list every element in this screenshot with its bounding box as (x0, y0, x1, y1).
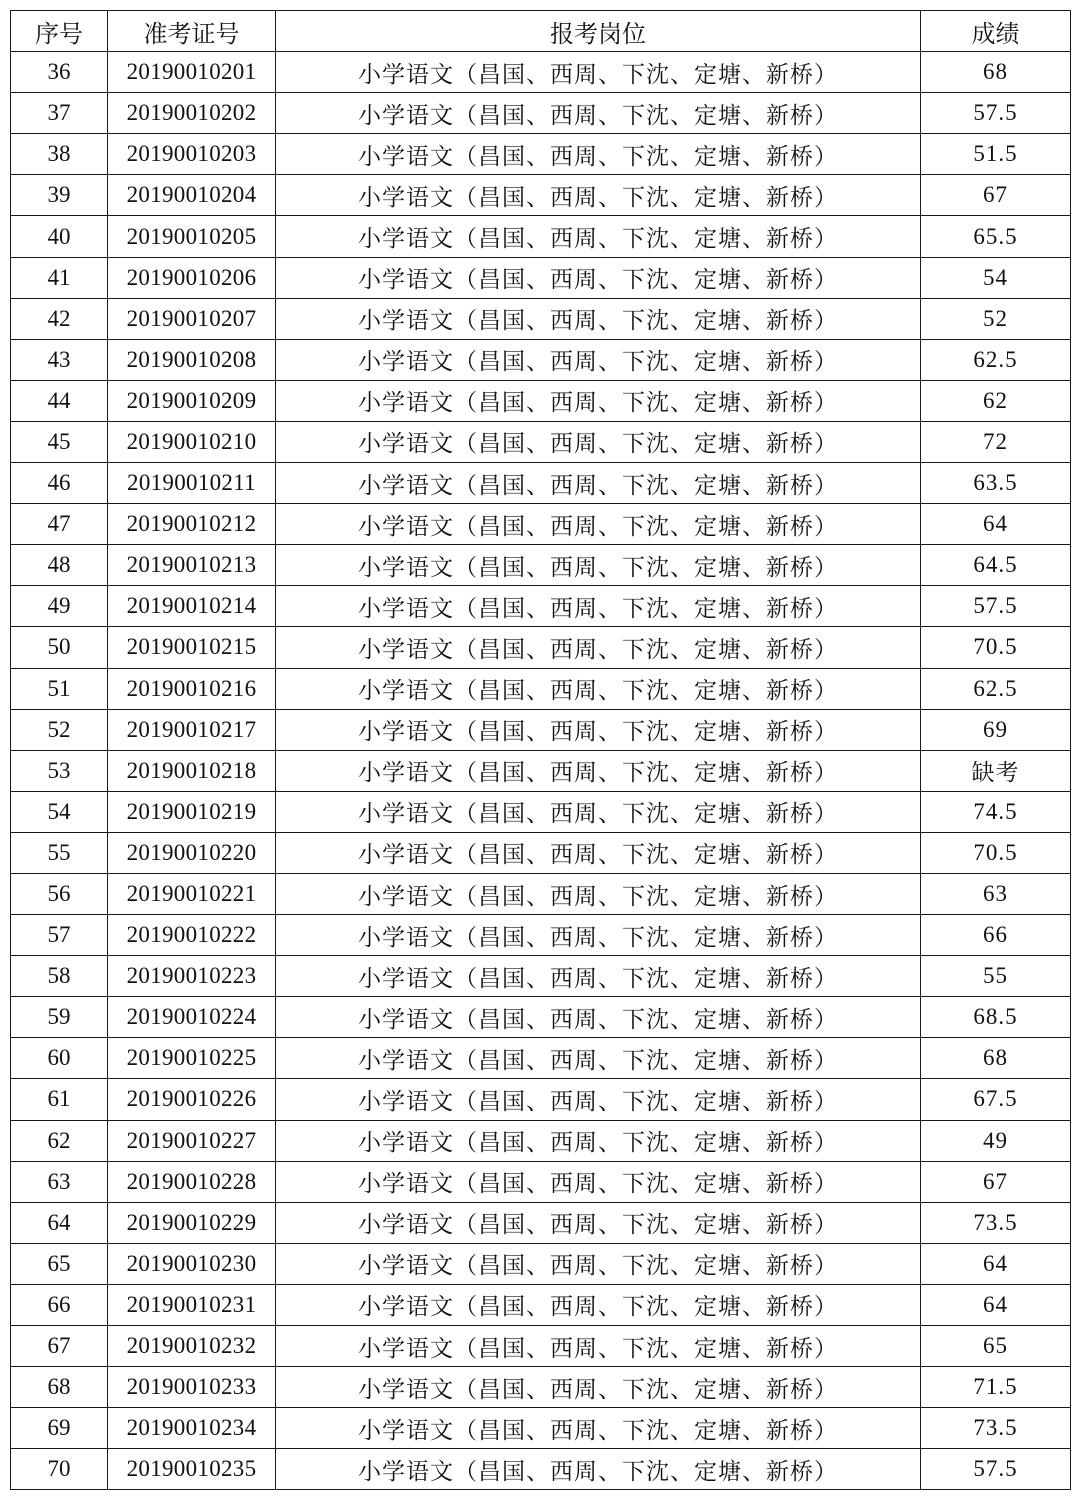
serial-number-cell: 57 (11, 915, 108, 956)
serial-number-cell: 66 (11, 1284, 108, 1325)
score-cell: 65.5 (921, 216, 1071, 257)
exam-id-cell: 20190010209 (108, 380, 276, 421)
position-cell: 小学语文（昌国、西周、下沈、定塘、新桥） (276, 339, 921, 380)
exam-id-cell: 20190010216 (108, 668, 276, 709)
score-cell: 64.5 (921, 545, 1071, 586)
score-cell: 70.5 (921, 832, 1071, 873)
position-cell: 小学语文（昌国、西周、下沈、定塘、新桥） (276, 1161, 921, 1202)
position-cell: 小学语文（昌国、西周、下沈、定塘、新桥） (276, 586, 921, 627)
score-cell: 67 (921, 175, 1071, 216)
position-cell: 小学语文（昌国、西周、下沈、定塘、新桥） (276, 1449, 921, 1490)
position-cell: 小学语文（昌国、西周、下沈、定塘、新桥） (276, 421, 921, 462)
serial-number-cell: 53 (11, 750, 108, 791)
score-cell: 64 (921, 504, 1071, 545)
position-cell: 小学语文（昌国、西周、下沈、定塘、新桥） (276, 873, 921, 914)
position-cell: 小学语文（昌国、西周、下沈、定塘、新桥） (276, 750, 921, 791)
position-cell: 小学语文（昌国、西周、下沈、定塘、新桥） (276, 1079, 921, 1120)
serial-number-cell: 63 (11, 1161, 108, 1202)
position-cell: 小学语文（昌国、西周、下沈、定塘、新桥） (276, 93, 921, 134)
position-cell: 小学语文（昌国、西周、下沈、定塘、新桥） (276, 956, 921, 997)
serial-number-cell: 45 (11, 421, 108, 462)
table-row (11, 1367, 1071, 1408)
exam-id-cell: 20190010212 (108, 504, 276, 545)
serial-number-cell: 44 (11, 380, 108, 421)
score-cell: 63.5 (921, 463, 1071, 504)
score-cell: 62.5 (921, 668, 1071, 709)
table-row (11, 134, 1071, 175)
exam-id-cell: 20190010213 (108, 545, 276, 586)
table-row (11, 463, 1071, 504)
position-cell: 小学语文（昌国、西周、下沈、定塘、新桥） (276, 1038, 921, 1079)
score-cell: 52 (921, 298, 1071, 339)
score-cell: 64 (921, 1284, 1071, 1325)
score-cell: 57.5 (921, 1449, 1071, 1490)
serial-number-cell: 47 (11, 504, 108, 545)
table-row (11, 1326, 1071, 1367)
table-row (11, 1038, 1071, 1079)
exam-id-cell: 20190010227 (108, 1120, 276, 1161)
position-cell: 小学语文（昌国、西周、下沈、定塘、新桥） (276, 134, 921, 175)
serial-number-cell: 50 (11, 627, 108, 668)
header-exam-id: 准考证号 (108, 11, 276, 52)
serial-number-cell: 69 (11, 1408, 108, 1449)
exam-id-cell: 20190010224 (108, 997, 276, 1038)
serial-number-cell: 39 (11, 175, 108, 216)
table-row (11, 1449, 1071, 1490)
table-row (11, 175, 1071, 216)
score-cell: 67.5 (921, 1079, 1071, 1120)
exam-id-cell: 20190010232 (108, 1326, 276, 1367)
score-cell: 49 (921, 1120, 1071, 1161)
table-row (11, 1202, 1071, 1243)
serial-number-cell: 36 (11, 52, 108, 93)
table-row (11, 915, 1071, 956)
table-body (11, 52, 1071, 1490)
score-cell: 62 (921, 380, 1071, 421)
position-cell: 小学语文（昌国、西周、下沈、定塘、新桥） (276, 791, 921, 832)
score-cell: 68.5 (921, 997, 1071, 1038)
serial-number-cell: 54 (11, 791, 108, 832)
exam-id-cell: 20190010208 (108, 339, 276, 380)
table-row (11, 298, 1071, 339)
position-cell: 小学语文（昌国、西周、下沈、定塘、新桥） (276, 1284, 921, 1325)
exam-id-cell: 20190010205 (108, 216, 276, 257)
score-cell: 73.5 (921, 1408, 1071, 1449)
serial-number-cell: 55 (11, 832, 108, 873)
exam-id-cell: 20190010222 (108, 915, 276, 956)
serial-number-cell: 64 (11, 1202, 108, 1243)
header-position: 报考岗位 (276, 11, 921, 52)
score-cell: 缺考 (921, 750, 1071, 791)
score-cell: 55 (921, 956, 1071, 997)
serial-number-cell: 67 (11, 1326, 108, 1367)
score-cell: 72 (921, 421, 1071, 462)
position-cell: 小学语文（昌国、西周、下沈、定塘、新桥） (276, 709, 921, 750)
exam-id-cell: 20190010201 (108, 52, 276, 93)
exam-id-cell: 20190010203 (108, 134, 276, 175)
exam-id-cell: 20190010225 (108, 1038, 276, 1079)
table-row (11, 668, 1071, 709)
serial-number-cell: 68 (11, 1367, 108, 1408)
table-row (11, 421, 1071, 462)
score-cell: 54 (921, 257, 1071, 298)
serial-number-cell: 60 (11, 1038, 108, 1079)
exam-id-cell: 20190010210 (108, 421, 276, 462)
table-row (11, 997, 1071, 1038)
exam-id-cell: 20190010221 (108, 873, 276, 914)
table-row (11, 1161, 1071, 1202)
serial-number-cell: 59 (11, 997, 108, 1038)
serial-number-cell: 37 (11, 93, 108, 134)
score-cell: 66 (921, 915, 1071, 956)
score-cell: 64 (921, 1243, 1071, 1284)
table-row (11, 709, 1071, 750)
exam-id-cell: 20190010217 (108, 709, 276, 750)
position-cell: 小学语文（昌国、西周、下沈、定塘、新桥） (276, 1408, 921, 1449)
exam-id-cell: 20190010219 (108, 791, 276, 832)
table-row (11, 380, 1071, 421)
serial-number-cell: 65 (11, 1243, 108, 1284)
table-row (11, 339, 1071, 380)
table-row (11, 257, 1071, 298)
exam-id-cell: 20190010202 (108, 93, 276, 134)
position-cell: 小学语文（昌国、西周、下沈、定塘、新桥） (276, 504, 921, 545)
score-cell: 69 (921, 709, 1071, 750)
table-row (11, 832, 1071, 873)
position-cell: 小学语文（昌国、西周、下沈、定塘、新桥） (276, 1326, 921, 1367)
serial-number-cell: 49 (11, 586, 108, 627)
position-cell: 小学语文（昌国、西周、下沈、定塘、新桥） (276, 463, 921, 504)
position-cell: 小学语文（昌国、西周、下沈、定塘、新桥） (276, 668, 921, 709)
table-row (11, 750, 1071, 791)
score-cell: 71.5 (921, 1367, 1071, 1408)
score-cell: 68 (921, 52, 1071, 93)
table-row (11, 627, 1071, 668)
score-cell: 74.5 (921, 791, 1071, 832)
position-cell: 小学语文（昌国、西周、下沈、定塘、新桥） (276, 915, 921, 956)
serial-number-cell: 56 (11, 873, 108, 914)
table-row (11, 93, 1071, 134)
table-row (11, 545, 1071, 586)
table-row (11, 1284, 1071, 1325)
serial-number-cell: 43 (11, 339, 108, 380)
table-row (11, 504, 1071, 545)
score-cell: 57.5 (921, 93, 1071, 134)
serial-number-cell: 48 (11, 545, 108, 586)
score-cell: 68 (921, 1038, 1071, 1079)
serial-number-cell: 70 (11, 1449, 108, 1490)
position-cell: 小学语文（昌国、西周、下沈、定塘、新桥） (276, 1367, 921, 1408)
serial-number-cell: 61 (11, 1079, 108, 1120)
table-row (11, 1408, 1071, 1449)
table-row (11, 873, 1071, 914)
table-row (11, 216, 1071, 257)
header-row (11, 11, 1071, 52)
position-cell: 小学语文（昌国、西周、下沈、定塘、新桥） (276, 545, 921, 586)
position-cell: 小学语文（昌国、西周、下沈、定塘、新桥） (276, 257, 921, 298)
exam-id-cell: 20190010223 (108, 956, 276, 997)
serial-number-cell: 62 (11, 1120, 108, 1161)
exam-id-cell: 20190010226 (108, 1079, 276, 1120)
score-cell: 62.5 (921, 339, 1071, 380)
exam-id-cell: 20190010235 (108, 1449, 276, 1490)
table-row (11, 1120, 1071, 1161)
score-cell: 63 (921, 873, 1071, 914)
table-row (11, 586, 1071, 627)
exam-id-cell: 20190010207 (108, 298, 276, 339)
table-row (11, 52, 1071, 93)
score-cell: 73.5 (921, 1202, 1071, 1243)
exam-id-cell: 20190010231 (108, 1284, 276, 1325)
table-row (11, 1243, 1071, 1284)
exam-id-cell: 20190010230 (108, 1243, 276, 1284)
serial-number-cell: 58 (11, 956, 108, 997)
serial-number-cell: 42 (11, 298, 108, 339)
position-cell: 小学语文（昌国、西周、下沈、定塘、新桥） (276, 380, 921, 421)
exam-id-cell: 20190010206 (108, 257, 276, 298)
exam-id-cell: 20190010211 (108, 463, 276, 504)
score-cell: 57.5 (921, 586, 1071, 627)
serial-number-cell: 46 (11, 463, 108, 504)
score-table (10, 10, 1071, 1490)
score-cell: 67 (921, 1161, 1071, 1202)
position-cell: 小学语文（昌国、西周、下沈、定塘、新桥） (276, 627, 921, 668)
exam-id-cell: 20190010228 (108, 1161, 276, 1202)
table-row (11, 956, 1071, 997)
table-row (11, 791, 1071, 832)
position-cell: 小学语文（昌国、西周、下沈、定塘、新桥） (276, 1120, 921, 1161)
serial-number-cell: 51 (11, 668, 108, 709)
score-cell: 51.5 (921, 134, 1071, 175)
exam-id-cell: 20190010220 (108, 832, 276, 873)
position-cell: 小学语文（昌国、西周、下沈、定塘、新桥） (276, 175, 921, 216)
exam-id-cell: 20190010229 (108, 1202, 276, 1243)
score-cell: 65 (921, 1326, 1071, 1367)
serial-number-cell: 41 (11, 257, 108, 298)
exam-id-cell: 20190010233 (108, 1367, 276, 1408)
score-cell: 70.5 (921, 627, 1071, 668)
exam-id-cell: 20190010218 (108, 750, 276, 791)
position-cell: 小学语文（昌国、西周、下沈、定塘、新桥） (276, 1202, 921, 1243)
position-cell: 小学语文（昌国、西周、下沈、定塘、新桥） (276, 1243, 921, 1284)
position-cell: 小学语文（昌国、西周、下沈、定塘、新桥） (276, 298, 921, 339)
exam-id-cell: 20190010214 (108, 586, 276, 627)
exam-id-cell: 20190010204 (108, 175, 276, 216)
position-cell: 小学语文（昌国、西周、下沈、定塘、新桥） (276, 216, 921, 257)
header-score: 成绩 (921, 11, 1071, 52)
table-row (11, 1079, 1071, 1120)
serial-number-cell: 40 (11, 216, 108, 257)
position-cell: 小学语文（昌国、西周、下沈、定塘、新桥） (276, 832, 921, 873)
header-serial-number: 序号 (11, 11, 108, 52)
serial-number-cell: 52 (11, 709, 108, 750)
exam-id-cell: 20190010215 (108, 627, 276, 668)
position-cell: 小学语文（昌国、西周、下沈、定塘、新桥） (276, 52, 921, 93)
exam-id-cell: 20190010234 (108, 1408, 276, 1449)
position-cell: 小学语文（昌国、西周、下沈、定塘、新桥） (276, 997, 921, 1038)
serial-number-cell: 38 (11, 134, 108, 175)
